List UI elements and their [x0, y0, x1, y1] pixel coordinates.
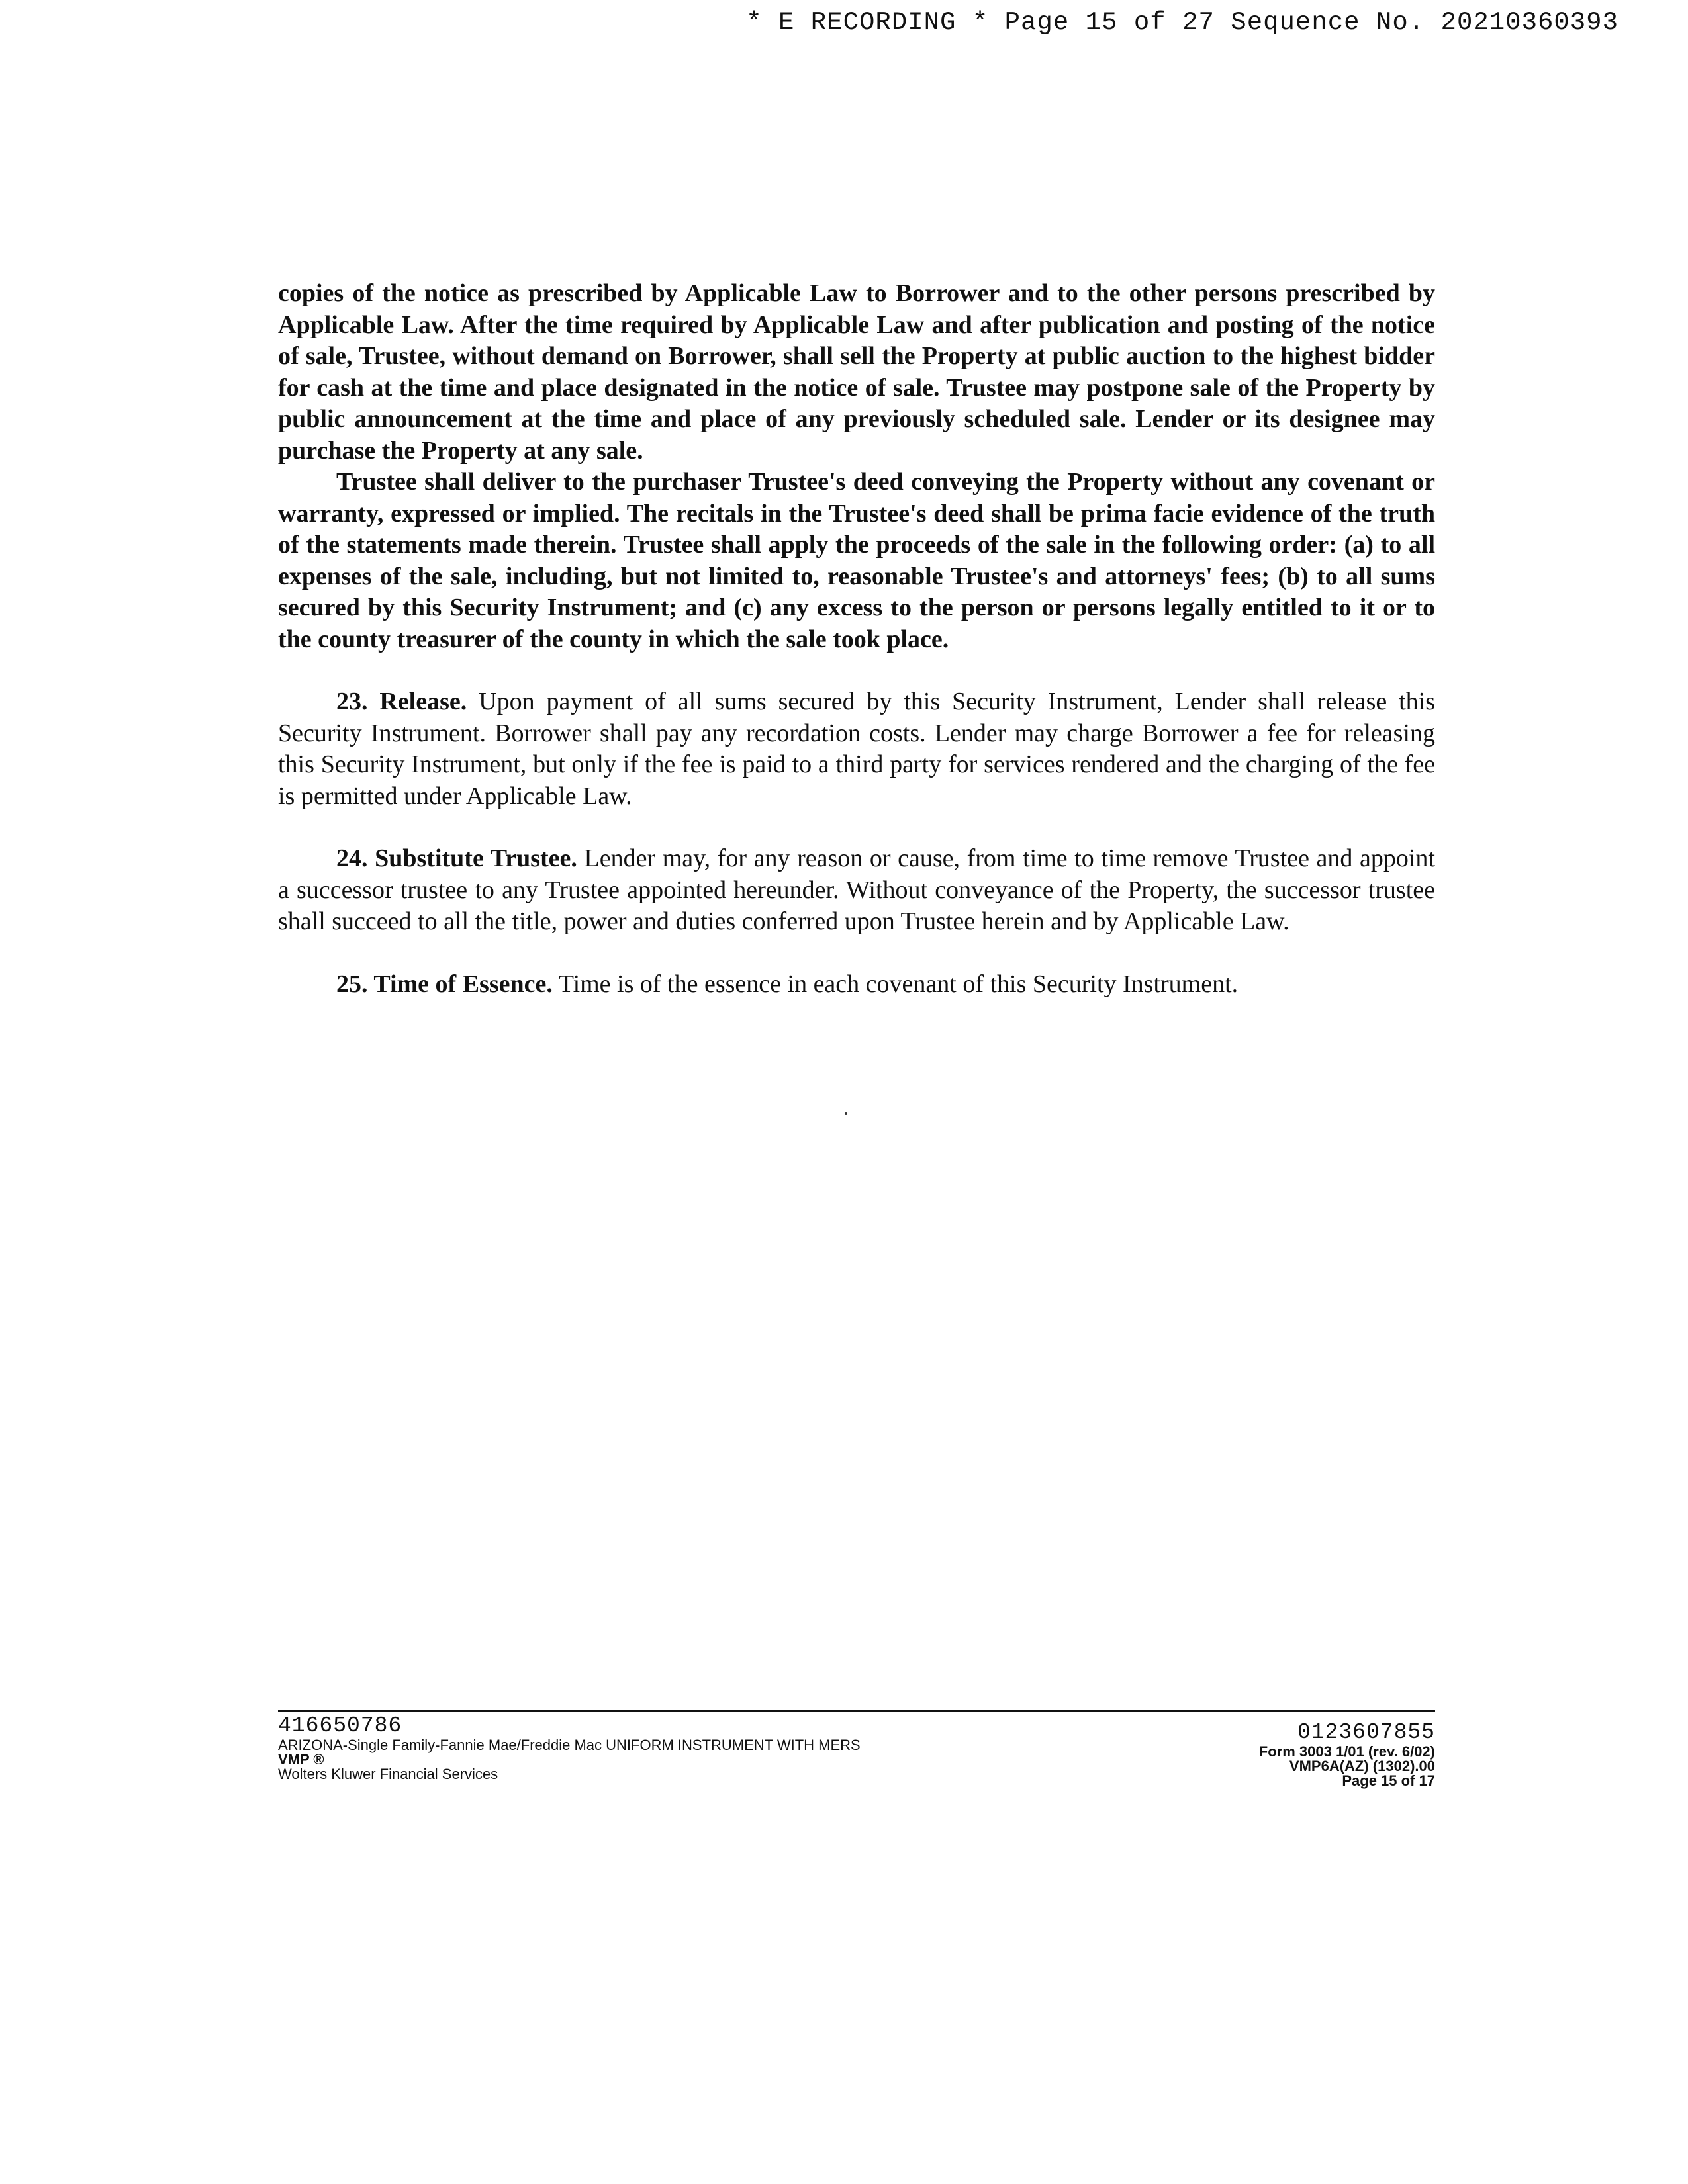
section-24-substitute-trustee — [278, 843, 1435, 938]
section-23-release — [278, 686, 1435, 812]
document-body — [278, 278, 1435, 1000]
footer-right — [1259, 1721, 1435, 1788]
footer-vmp-code: VMP6A(AZ) (1302).00 — [1289, 1758, 1435, 1774]
footer-form-title: ARIZONA-Single Family-Fannie Mae/Freddie Mac UNIFORM INSTRUMENT WITH MERS — [278, 1737, 861, 1753]
footer-loan-number: 416650786 — [278, 1713, 402, 1738]
footer-vmp-mark: VMP ® — [278, 1751, 324, 1768]
footer-reference-number: 0123607855 — [1297, 1720, 1435, 1745]
section-23-title: 23. Release. — [336, 688, 467, 715]
paragraph-notice-of-sale: copies of the notice as prescribed by Applicable Law to Borrower and to the other persons prescribed by Applicable Law. After the time required by Applicable Law and after publication and posting of the notice of sale, Trustee, without demand on Borrower, shall sell the Property at public auction to the highest bidder for cash at the time and place designated in the notice of sale. Trustee may postpone sale of the Property by public announcement at the time and place of any previously scheduled sale. Lender or its designee may purchase the Property at any sale. — [278, 279, 1435, 465]
recording-header: * E RECORDING * Page 15 of 27 Sequence No. 20210360393 — [746, 8, 1618, 37]
paragraph-trustee-deed: Trustee shall deliver to the purchaser Trustee's deed conveying the Property without any covenant or warranty, expressed or implied. The recitals in the Trustee's deed shall be prima facie evidence of the truth of the statements made therein. Trustee shall apply the proceeds of the sale in the following order: (a) to all expenses of the sale, including, but not limited to, reasonable Trustee's and attorneys' fees; (b) to all sums secured by this Security Instrument; and (c) any excess to the person or persons legally entitled to it or to the county treasurer of the county in which the sale took place. — [278, 468, 1435, 653]
footer-page-number: Page 15 of 17 — [1342, 1772, 1435, 1789]
section-25-time-of-essence — [278, 969, 1435, 1001]
footer-divider — [278, 1710, 1435, 1712]
section-25-text: Time is of the essence in each covenant of this Security Instrument. — [558, 970, 1239, 998]
section-24-text: Lender may, for any reason or cause, from time to time remove Trustee and appoint a successor trustee to any Trustee appointed hereunder. Without conveyance of the Property, the successor trustee shall succeed to all the title, power and duties conferred upon Trustee herein and by Applicable Law. — [278, 844, 1435, 935]
stray-mark — [845, 1112, 847, 1115]
section-23-text: Upon payment of all sums secured by this Security Instrument, Lender shall release this Security Instrument. Borrower shall pay any recordation costs. Lender may charge Borrower a fee for releasing this Security Instrument, but only if the fee is paid to a third party for services rendered and the charging of the fee is permitted under Applicable Law. — [278, 688, 1436, 810]
footer-left — [278, 1714, 861, 1782]
section-25-title: 25. Time of Essence. — [336, 970, 553, 998]
section-24-title: 24. Substitute Trustee. — [336, 844, 577, 872]
footer-publisher: Wolters Kluwer Financial Services — [278, 1766, 498, 1782]
footer-form-number: Form 3003 1/01 (rev. 6/02) — [1258, 1743, 1435, 1760]
